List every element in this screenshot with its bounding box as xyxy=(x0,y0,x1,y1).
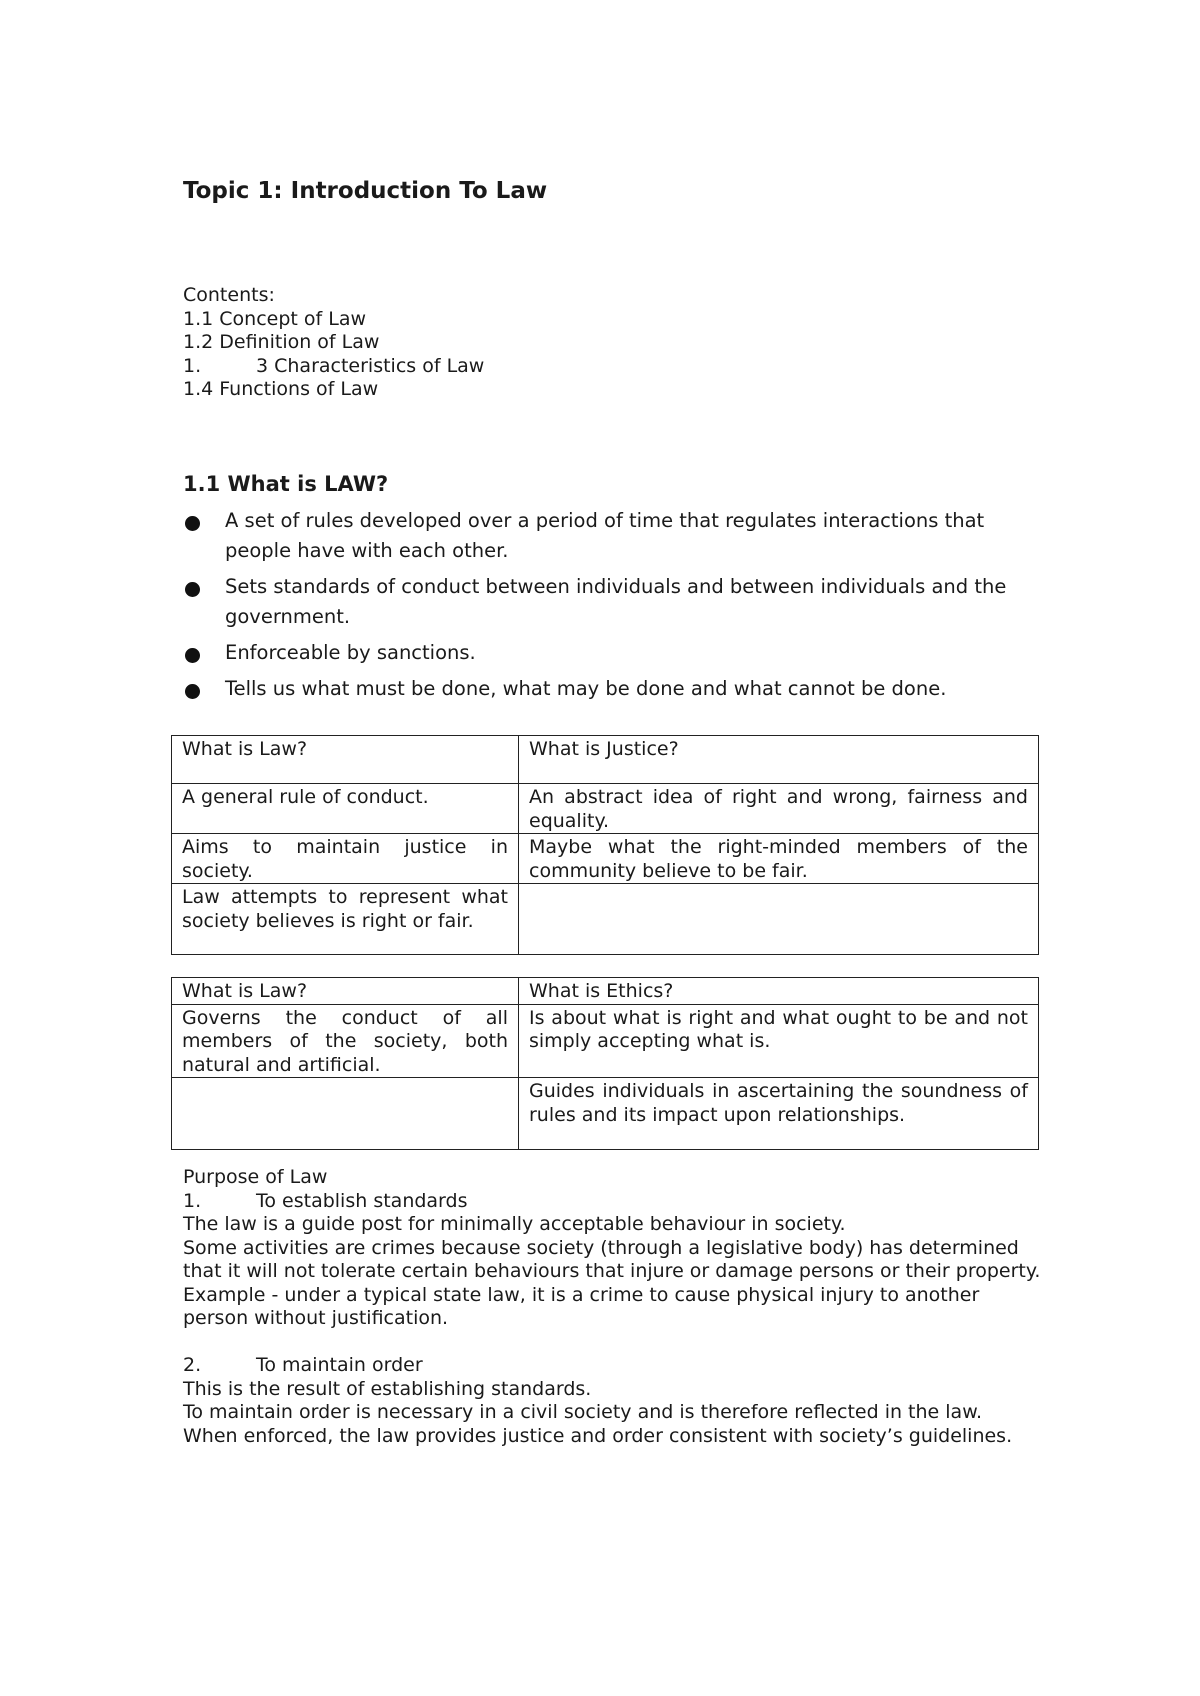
law-vs-justice-table xyxy=(171,735,1039,955)
contents-item-number: 1.4 xyxy=(183,378,214,400)
bullet-text: Sets standards of conduct between individuals and between individuals and the government. xyxy=(225,575,1007,628)
point-number: 2. xyxy=(183,1354,202,1376)
bullet-item xyxy=(183,572,1043,632)
contents-item-3 xyxy=(183,355,484,379)
table-row xyxy=(172,1078,1039,1150)
table-cell: Law attempts to represent what society believes is right or fair. xyxy=(172,884,519,955)
bullet-dot-icon xyxy=(185,684,200,699)
contents-item-number: 1.1 xyxy=(183,307,214,330)
paragraph: Some activities are crimes because society (through a legislative body) has determined that it will not tolerate certain behaviours that injure or damage persons or their property. xyxy=(183,1236,1041,1282)
spacer xyxy=(183,1331,1043,1355)
table-header-row xyxy=(172,736,1039,784)
point-title: To maintain order xyxy=(256,1354,423,1376)
paragraph: To maintain order is necessary in a civil society and is therefore reflected in the law. xyxy=(183,1401,983,1423)
purpose-of-law-section xyxy=(183,1166,1043,1448)
contents-item-number: 1. xyxy=(183,354,202,377)
bullet-dot-icon xyxy=(185,582,200,597)
table-header-cell: What is Ethics? xyxy=(519,978,1039,1005)
contents-item-number: 1.2 xyxy=(183,331,214,353)
table-cell: Maybe what the right-minded members of the community believe to be fair. xyxy=(519,834,1039,884)
bullet-item xyxy=(183,638,1043,668)
table-header-row xyxy=(172,978,1039,1005)
table-cell: Aims to maintain justice in society. xyxy=(172,834,519,884)
contents-item-1 xyxy=(183,308,484,332)
bullet-text: Tells us what must be done, what may be done and what cannot be done. xyxy=(225,677,947,700)
table-header-cell: What is Law? xyxy=(172,736,519,784)
contents-item-text: Concept of Law xyxy=(219,307,367,330)
table-cell xyxy=(519,884,1039,955)
bullet-item xyxy=(183,506,1043,566)
table-cell: A general rule of conduct. xyxy=(172,784,519,834)
contents-item-text: 3 Characteristics of Law xyxy=(256,354,485,377)
section-heading: 1.1 What is LAW? xyxy=(183,472,389,496)
table-cell: Is about what is right and what ought to be and not simply accepting what is. xyxy=(519,1004,1039,1078)
contents-item-text: Definition of Law xyxy=(219,331,380,353)
table-header-cell: What is Justice? xyxy=(519,736,1039,784)
table-row xyxy=(172,834,1039,884)
point-number: 1. xyxy=(183,1189,202,1212)
purpose-heading: Purpose of Law xyxy=(183,1166,328,1188)
bullet-list xyxy=(183,506,1043,710)
paragraph: The law is a guide post for minimally acceptable behaviour in society. xyxy=(183,1213,846,1235)
table-cell: An abstract idea of right and wrong, fairness and equality. xyxy=(519,784,1039,834)
paragraph: Example - under a typical state law, it is a crime to cause physical injury to another person without justification. xyxy=(183,1283,980,1329)
law-vs-ethics-table xyxy=(171,977,1039,1150)
contents-item-2 xyxy=(183,331,484,355)
purpose-point-1-title xyxy=(183,1190,1043,1214)
paragraph: When enforced, the law provides justice and order consistent with society’s guidelines. xyxy=(183,1424,1013,1447)
table-cell: Governs the conduct of all members of the society, both natural and artificial. xyxy=(172,1004,519,1078)
table-header-cell: What is Law? xyxy=(172,978,519,1005)
contents-list xyxy=(183,284,484,402)
table-row xyxy=(172,784,1039,834)
bullet-text: Enforceable by sanctions. xyxy=(225,641,476,664)
contents-item-text: Functions of Law xyxy=(219,378,379,400)
contents-item-4 xyxy=(183,378,484,402)
bullet-dot-icon xyxy=(185,516,200,531)
table-row xyxy=(172,1004,1039,1078)
bullet-item xyxy=(183,674,1043,704)
table-row xyxy=(172,884,1039,955)
paragraph: This is the result of establishing standards. xyxy=(183,1377,592,1400)
bullet-dot-icon xyxy=(185,648,200,663)
document-title: Topic 1: Introduction To Law xyxy=(183,178,548,204)
table-cell xyxy=(172,1078,519,1150)
purpose-point-2-title xyxy=(183,1354,1043,1378)
contents-label: Contents: xyxy=(183,284,275,306)
table-cell: Guides individuals in ascertaining the soundness of rules and its impact upon relationships. xyxy=(519,1078,1039,1150)
bullet-text: A set of rules developed over a period of time that regulates interactions that people have with each other. xyxy=(225,509,985,562)
point-title: To establish standards xyxy=(256,1189,468,1212)
